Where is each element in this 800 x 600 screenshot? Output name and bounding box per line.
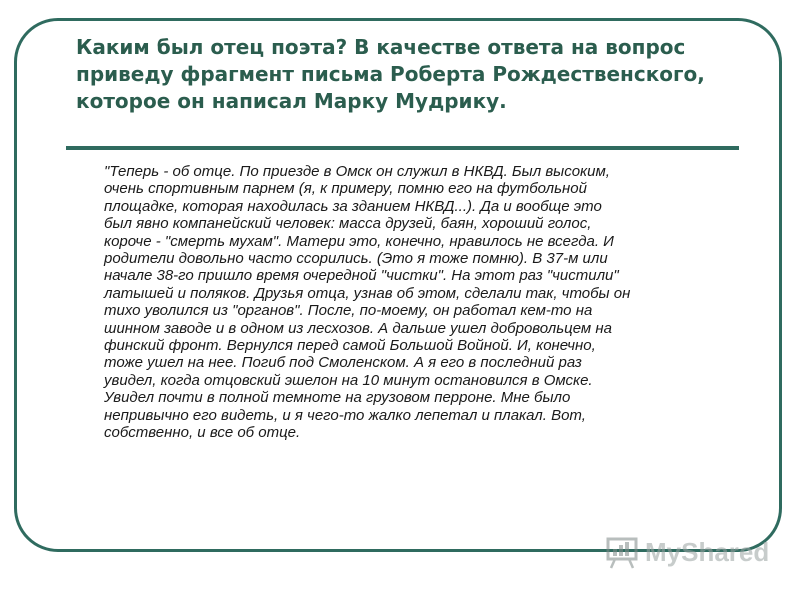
quote-line: непривычно его видеть, и я чего-то жалко лепетал и плакал. Вот, xyxy=(104,406,586,424)
slide-title: Каким был отец поэта? В качестве ответа на вопрос приведу фрагмент письма Роберта Рождественского, которое он написал Марку Мудрику. xyxy=(76,35,705,113)
quote-line: начале 38-го пришло время очередной "чистки". На этот раз "чистили" xyxy=(104,267,619,285)
quote-line: финский фронт. Вернулся перед самой Большой Войной. И, конечно, xyxy=(104,337,596,355)
watermark-text: MyShared xyxy=(645,536,770,567)
quote-line: тихо уволился из "органов". После, по-моему, он работал кем-то на xyxy=(104,302,593,320)
presentation-board-icon xyxy=(605,535,641,569)
quote-line: шинном заводе и в одном из лесхозов. А дальше ушел добровольцем на xyxy=(104,319,612,337)
quote-line: родители довольно часто ссорились. (Это я тоже помню). В 37-м или xyxy=(104,250,608,268)
quote-line: Увидел почти в полной темноте на грузовом перроне. Мне было xyxy=(104,389,571,407)
letter-quote xyxy=(104,163,744,442)
quote-line: собственно, и все об отце. xyxy=(104,424,301,442)
quote-line: "Теперь - об отце. По приезде в Омск он служил в НКВД. Был высоким, xyxy=(104,163,610,180)
myshared-watermark xyxy=(605,534,769,570)
quote-line: латышей и поляков. Друзья отца, узнав об этом, сделали так, чтобы он xyxy=(104,284,631,302)
quote-line: короче - "смерть мухам". Матери это, конечно, нравилось не всегда. И xyxy=(104,232,614,250)
quote-line: очень спортивным парнем (я, к примеру, помню его на футбольной xyxy=(104,180,587,198)
title-underline xyxy=(66,146,739,150)
quote-line: площадке, которая находилась за зданием НКВД...). Да и вообще это xyxy=(104,197,602,215)
quote-line: увидел, когда отцовский эшелон на 10 минут остановился в Омске. xyxy=(104,371,593,389)
quote-line: был явно компанейский человек: масса друзей, баян, хороший голос, xyxy=(104,215,592,233)
quote-line: тоже ушел на нее. Погиб под Смоленском. А я его в последний раз xyxy=(104,354,582,372)
